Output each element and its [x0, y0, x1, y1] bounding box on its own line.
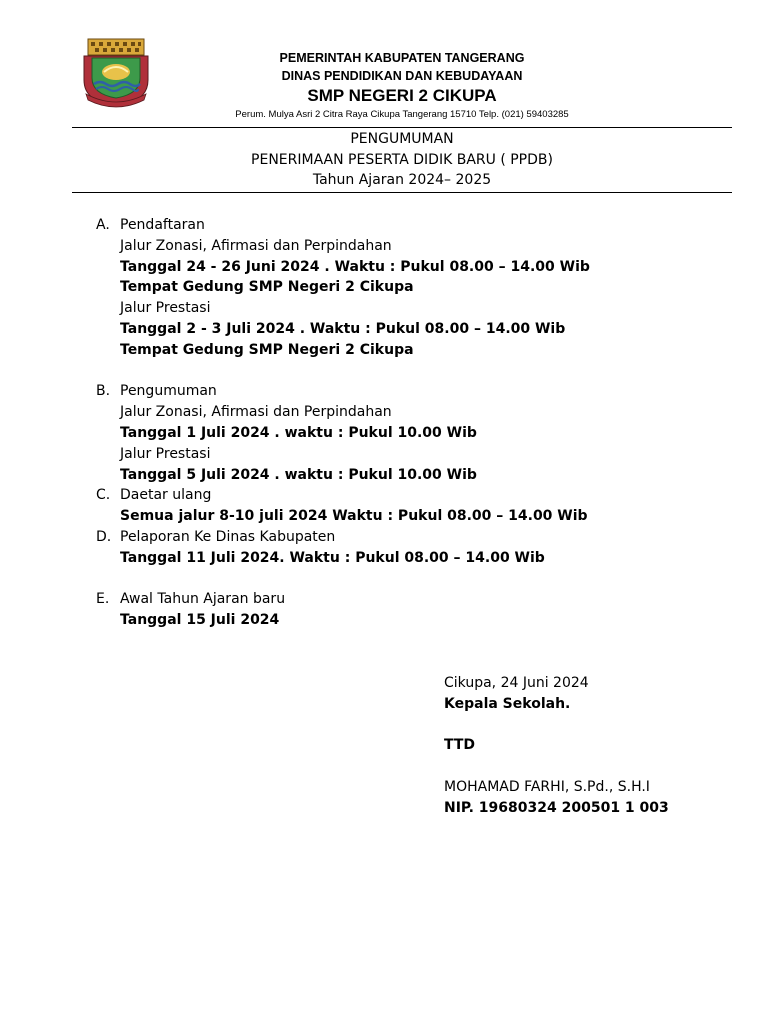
signer-nip: NIP. 19680324 200501 1 003: [444, 799, 669, 816]
section-e: [96, 589, 716, 631]
signature-ttd: TTD: [444, 737, 476, 754]
section-line: Jalur Prestasi: [120, 445, 211, 462]
place-date: Cikupa, 24 Juni 2024: [444, 675, 589, 691]
section-number: A.: [96, 217, 110, 233]
section-line: Tanggal 24 - 26 Juni 2024 . Waktu : Pukul 08.00 – 14.00 Wib: [120, 258, 590, 275]
section-heading: Pengumuman: [120, 383, 217, 400]
section-a: [96, 215, 716, 361]
section-line: Tanggal 11 Juli 2024. Waktu : Pukul 08.00 – 14.00 Wib: [120, 549, 545, 566]
title-line2: PENERIMAAN PESERTA DIDIK BARU ( PPDB): [251, 151, 553, 168]
school-name: SMP NEGERI 2 CIKUPA: [307, 86, 497, 105]
section-line: Jalur Zonasi, Afirmasi dan Perpindahan: [120, 237, 392, 254]
letterhead-line2: DINAS PENDIDIKAN DAN KEBUDAYAAN: [281, 69, 523, 83]
section-d: [96, 527, 716, 569]
section-heading: Daetar ulang: [120, 487, 212, 504]
section-number: D.: [96, 528, 112, 545]
announcement-title: [72, 129, 732, 191]
section-line: Tempat Gedung SMP Negeri 2 Cikupa: [120, 341, 414, 358]
section-heading: Pendaftaran: [120, 217, 205, 233]
section-line: Tanggal 15 Juli 2024: [120, 612, 280, 629]
title-line3: Tahun Ajaran 2024– 2025: [312, 172, 492, 188]
school-address: Perum. Mulya Asri 2 Citra Raya Cikupa Tangerang 15710 Telp. (021) 59403285: [235, 109, 569, 120]
title-line1: PENGUMUMAN: [350, 131, 454, 147]
signer-name: MOHAMAD FARHI, S.Pd., S.H.I: [444, 778, 650, 795]
section-heading: Awal Tahun Ajaran baru: [120, 591, 286, 608]
section-line: Tempat Gedung SMP Negeri 2 Cikupa: [120, 279, 414, 296]
signer-role: Kepala Sekolah.: [444, 695, 571, 712]
section-line: Jalur Prestasi: [120, 300, 211, 317]
section-b: [96, 381, 716, 485]
section-heading: Pelaporan Ke Dinas Kabupaten: [120, 528, 336, 545]
section-number: E.: [96, 591, 110, 608]
letterhead: [152, 50, 652, 121]
announcement-body: [96, 215, 716, 631]
section-line: Tanggal 2 - 3 Juli 2024 . Waktu : Pukul 08.00 – 14.00 Wib: [120, 320, 566, 337]
letterhead-line1: PEMERINTAH KABUPATEN TANGERANG: [279, 51, 525, 65]
section-number: C.: [96, 487, 111, 504]
section-line: Tanggal 5 Juli 2024 . waktu : Pukul 10.00 Wib: [120, 466, 477, 483]
header-divider-top: [72, 127, 732, 128]
section-line: Tanggal 1 Juli 2024 . waktu : Pukul 10.00 Wib: [120, 424, 477, 441]
section-line: Semua jalur 8-10 juli 2024 Waktu : Pukul 08.00 – 14.00 Wib: [120, 508, 588, 525]
header-divider-bottom: [72, 192, 732, 193]
signature-block: [444, 673, 734, 819]
section-number: B.: [96, 383, 111, 400]
kabupaten-tangerang-emblem-icon: [80, 36, 152, 108]
section-c: [96, 485, 716, 527]
section-line: Jalur Zonasi, Afirmasi dan Perpindahan: [120, 404, 392, 421]
